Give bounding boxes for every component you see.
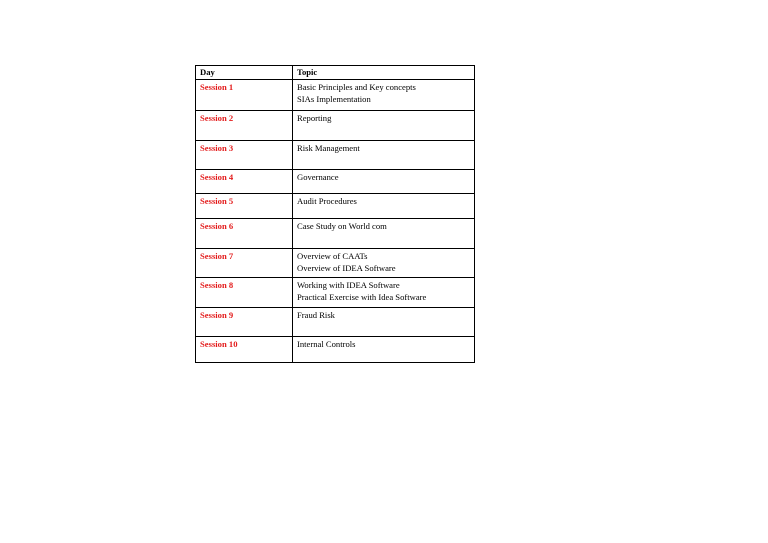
session-label: Session 5 xyxy=(196,194,293,219)
topic-cell xyxy=(293,80,475,111)
topic-item: Reporting xyxy=(297,113,332,123)
topic-item: Working with IDEA Software xyxy=(297,280,400,290)
topic-item: Practical Exercise with Idea Software xyxy=(297,292,427,302)
table-row xyxy=(196,308,475,337)
table-row xyxy=(196,170,475,194)
topic-cell xyxy=(293,249,475,278)
table-row xyxy=(196,194,475,219)
session-label: Session 2 xyxy=(196,111,293,141)
topic-item: Audit Procedures xyxy=(297,196,357,206)
topic-cell xyxy=(293,337,475,363)
session-label: Session 9 xyxy=(196,308,293,337)
table-row xyxy=(196,249,475,278)
session-label: Session 6 xyxy=(196,219,293,249)
session-schedule-table xyxy=(195,65,475,363)
topic-item: Overview of IDEA Software xyxy=(297,263,396,273)
topic-item: SIAs Implementation xyxy=(297,94,371,104)
topic-item: Fraud Risk xyxy=(297,310,335,320)
table-row xyxy=(196,141,475,170)
topic-item: Risk Management xyxy=(297,143,360,153)
topic-item: Internal Controls xyxy=(297,339,356,349)
session-label: Session 8 xyxy=(196,278,293,308)
session-label: Session 3 xyxy=(196,141,293,170)
topic-cell xyxy=(293,219,475,249)
topic-cell xyxy=(293,278,475,308)
topic-item: Governance xyxy=(297,172,339,182)
day-column-header: Day xyxy=(196,66,293,80)
table-row xyxy=(196,337,475,363)
table-row xyxy=(196,111,475,141)
topic-item: Overview of CAATs xyxy=(297,251,368,261)
topic-cell xyxy=(293,111,475,141)
table-row xyxy=(196,219,475,249)
topic-item: Case Study on World com xyxy=(297,221,387,231)
topic-item: Basic Principles and Key concepts xyxy=(297,82,416,92)
topic-cell xyxy=(293,194,475,219)
topic-cell xyxy=(293,308,475,337)
table-row xyxy=(196,80,475,111)
session-label: Session 7 xyxy=(196,249,293,278)
topic-column-header: Topic xyxy=(293,66,475,80)
session-label: Session 1 xyxy=(196,80,293,111)
topic-cell xyxy=(293,141,475,170)
session-label: Session 4 xyxy=(196,170,293,194)
table-row xyxy=(196,278,475,308)
table-header-row xyxy=(196,66,475,80)
session-label: Session 10 xyxy=(196,337,293,363)
topic-cell xyxy=(293,170,475,194)
